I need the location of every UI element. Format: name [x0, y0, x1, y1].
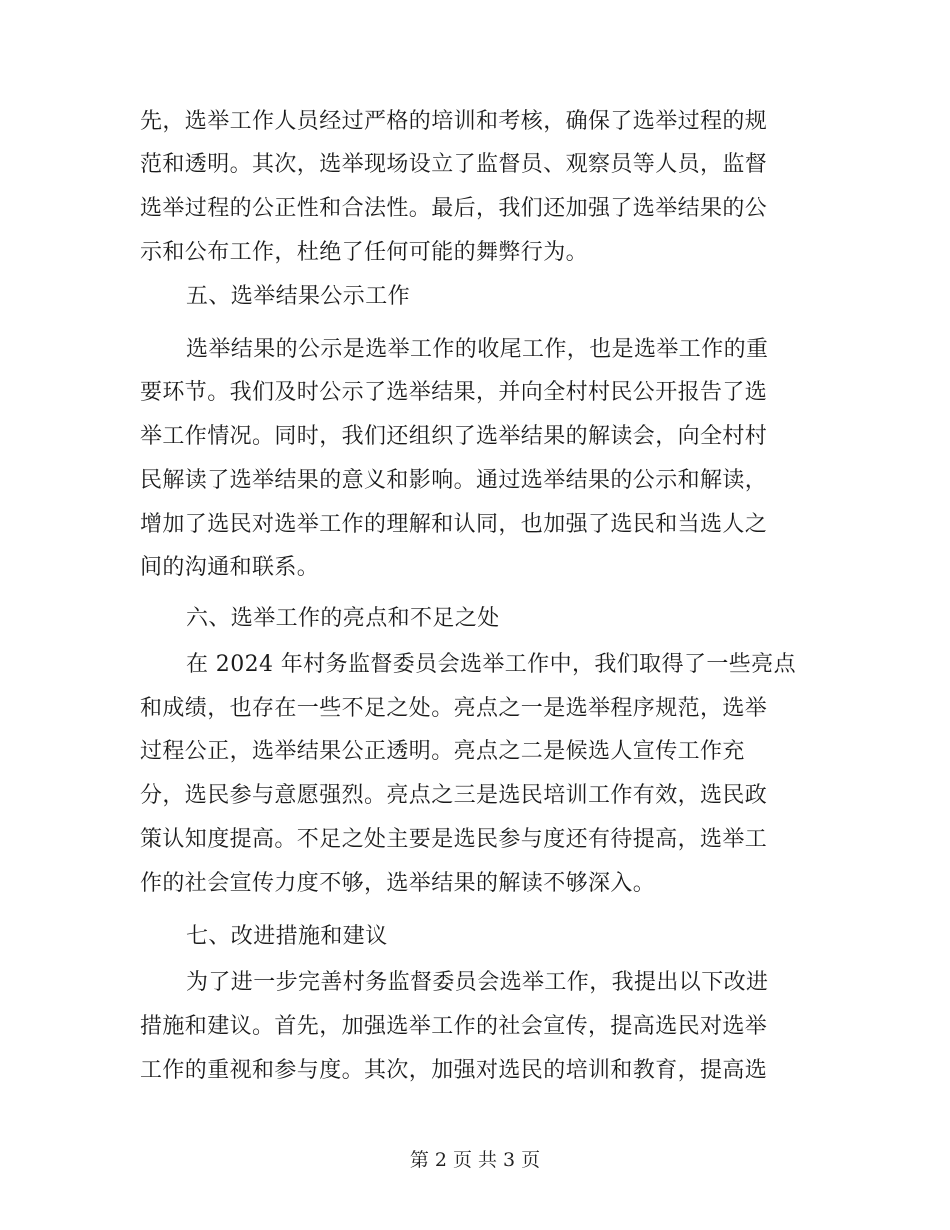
- paragraph-line: 要环节。我们及时公示了选举结果，并向全村村民公开报告了选: [140, 380, 768, 405]
- paragraph-line: 策认知度提高。不足之处主要是选民参与度还有待提高，选举工: [140, 827, 768, 852]
- paragraph-line: 选举结果的公示是选举工作的收尾工作，也是选举工作的重: [186, 337, 769, 362]
- paragraph-line: 间的沟通和联系。: [140, 555, 320, 580]
- paragraph-line: 作的社会宣传力度不够，选举结果的解读不够深入。: [140, 871, 656, 896]
- section-heading-5: 五、选举结果公示工作: [186, 284, 411, 309]
- paragraph-line: 措施和建议。首先，加强选举工作的社会宣传，提高选民对选举: [140, 1014, 768, 1039]
- paragraph-line: 先，选举工作人员经过严格的培训和考核，确保了选举过程的规: [140, 109, 768, 134]
- section-heading-6: 六、选举工作的亮点和不足之处: [186, 606, 500, 631]
- paragraph-line: 工作的重视和参与度。其次，加强对选民的培训和教育，提高选: [140, 1058, 768, 1083]
- section-heading-7: 七、改进措施和建议: [186, 924, 388, 949]
- paragraph-line: 分，选民参与意愿强烈。亮点之三是选民培训工作有效，选民政: [140, 783, 768, 808]
- paragraph-line: 过程公正，选举结果公正透明。亮点之二是候选人宣传工作充: [140, 739, 745, 764]
- paragraph-line: 示和公布工作，杜绝了任何可能的舞弊行为。: [140, 240, 589, 265]
- paragraph-line: 为了进一步完善村务监督委员会选举工作，我提出以下改进: [186, 970, 769, 995]
- paragraph-line: 范和透明。其次，选举现场设立了监督员、观察员等人员，监督: [140, 152, 768, 177]
- paragraph-line: 增加了选民对选举工作的理解和认同，也加强了选民和当选人之: [140, 512, 768, 537]
- page-number-footer: 第 2 页 共 3 页: [409, 1149, 541, 1171]
- paragraph-line: 选举过程的公正性和合法性。最后，我们还加强了选举结果的公: [140, 196, 768, 221]
- paragraph-line: 举工作情况。同时，我们还组织了选举结果的解读会，向全村村: [140, 424, 768, 449]
- paragraph-line: 和成绩，也存在一些不足之处。亮点之一是选举程序规范，选举: [140, 696, 768, 721]
- paragraph-line: 在 2024 年村务监督委员会选举工作中，我们取得了一些亮点: [186, 652, 796, 677]
- paragraph-line: 民解读了选举结果的意义和影响。通过选举结果的公示和解读，: [140, 468, 768, 493]
